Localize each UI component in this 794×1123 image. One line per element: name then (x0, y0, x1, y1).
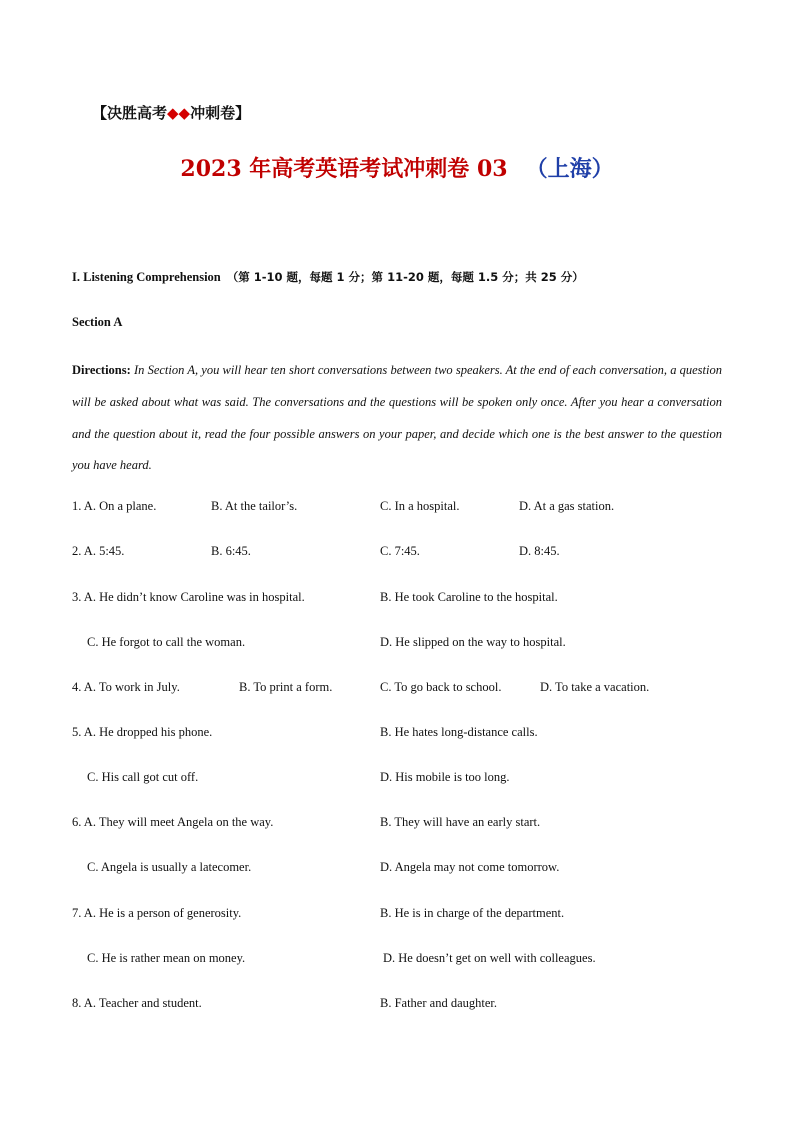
option-a: 4. A. To work in July. (72, 680, 180, 694)
option-d: D. To take a vacation. (540, 680, 650, 694)
option-b: B. To print a form. (239, 680, 333, 694)
option-b: B. He is in charge of the department. (380, 906, 565, 920)
option-c: C. In a hospital. (380, 499, 460, 513)
tag-right: 冲刺卷】 (190, 104, 251, 122)
option-a: 6. A. They will meet Angela on the way. (72, 815, 274, 829)
option-c: C. He is rather mean on money. (87, 951, 246, 965)
page-title (0, 152, 794, 183)
option-d: D. At a gas station. (519, 499, 615, 513)
option-d: D. His mobile is too long. (380, 770, 510, 784)
option-d: D. 8:45. (519, 544, 560, 558)
option-b: B. He hates long-distance calls. (380, 725, 538, 739)
option-c: C. To go back to school. (380, 680, 502, 694)
option-c: C. His call got cut off. (87, 770, 199, 784)
diamond-icon: ◆◆ (167, 104, 191, 122)
option-b: B. He took Caroline to the hospital. (380, 590, 558, 604)
tag-left: 【决胜高考 (92, 104, 168, 122)
option-a: 1. A. On a plane. (72, 499, 157, 513)
part-scoring: （第 1-10 题，每题 1 分；第 11-20 题，每题 1.5 分；共 25 分） (226, 270, 584, 284)
option-a: 2. A. 5:45. (72, 544, 125, 558)
option-a: 8. A. Teacher and student. (72, 996, 202, 1010)
title-main: 2023 年高考英语考试冲刺卷 03 (180, 156, 508, 182)
option-b: B. 6:45. (211, 544, 251, 558)
option-b: B. They will have an early start. (380, 815, 541, 829)
part-heading (72, 269, 584, 285)
option-a: 7. A. He is a person of generosity. (72, 906, 242, 920)
option-b: B. At the tailor’s. (211, 499, 298, 513)
option-c: C. He forgot to call the woman. (87, 635, 246, 649)
section-label: Section A (72, 315, 123, 329)
part-title: I. Listening Comprehension (72, 270, 221, 284)
option-d: D. Angela may not come tomorrow. (380, 860, 560, 874)
option-d: D. He doesn’t get on well with colleagues. (383, 951, 596, 965)
option-c: C. Angela is usually a latecomer. (87, 860, 252, 874)
directions-label: Directions: (72, 363, 131, 377)
directions-text: In Section A, you will hear ten short conversations between two speakers. At the end of each conversation, a question will be asked about what was said. The conversations and the questions will be spoken only once. After you hear a conversation and the question about it, read the four possible answers on your paper, and decide which one is the best answer to the question you have heard. (72, 363, 722, 473)
title-region: （上海） (525, 156, 614, 182)
paper-tag (92, 102, 250, 123)
directions (72, 355, 722, 482)
option-c: C. 7:45. (380, 544, 420, 558)
option-d: D. He slipped on the way to hospital. (380, 635, 566, 649)
option-b: B. Father and daughter. (380, 996, 497, 1010)
option-a: 5. A. He dropped his phone. (72, 725, 213, 739)
option-a: 3. A. He didn’t know Caroline was in hospital. (72, 590, 305, 604)
